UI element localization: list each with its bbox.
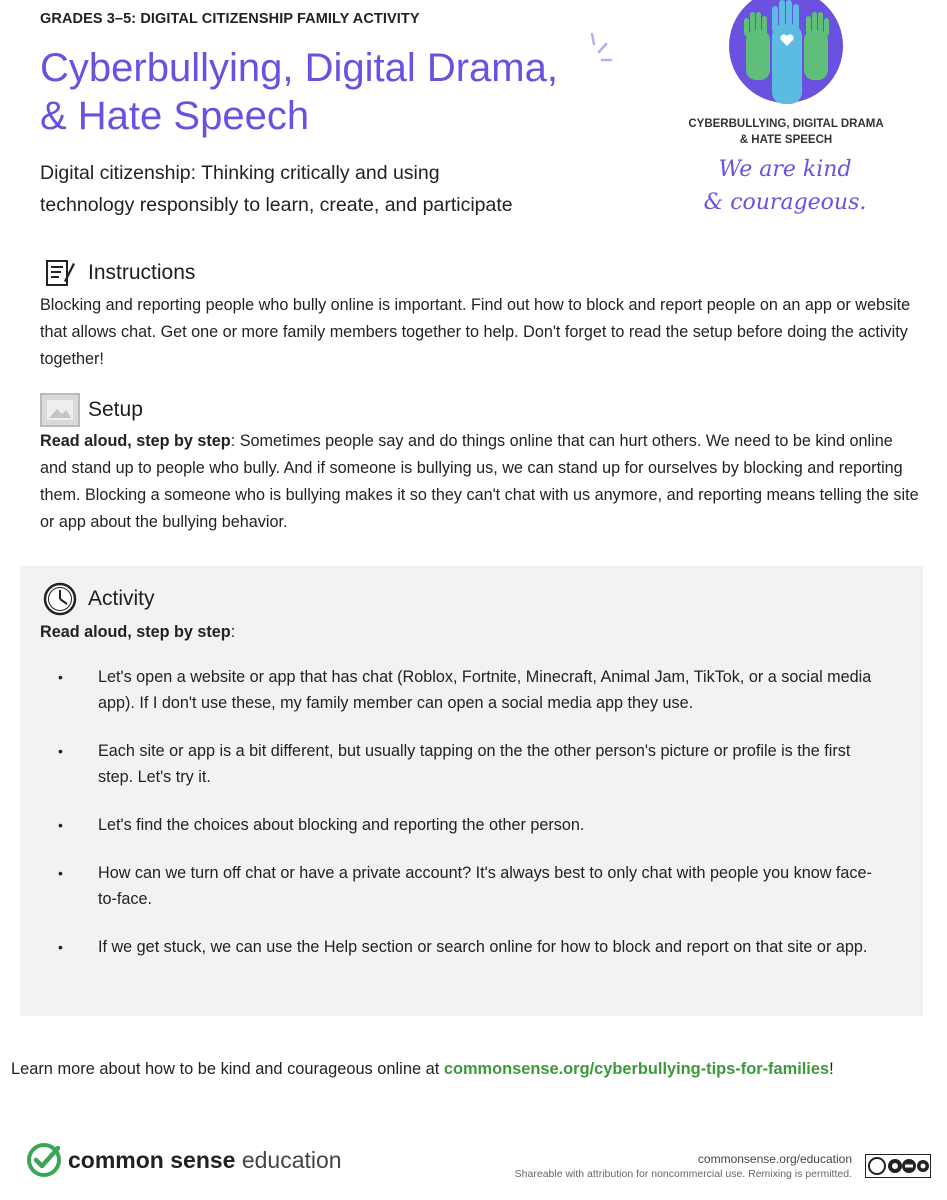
title-line-1: Cyberbullying, Digital Drama,: [40, 46, 558, 90]
motto-line-1: We are kind: [718, 157, 852, 182]
activity-lead-bold: Read aloud, step by step: [40, 623, 231, 641]
cyberbullying-tips-link[interactable]: commonsense.org/cyberbullying-tips-for-families: [443, 1060, 830, 1078]
title-line-2: & Hate Speech: [40, 94, 310, 138]
list-item-text: Let's find the choices about blocking and reporting the other person.: [98, 816, 585, 834]
activity-lead: [40, 619, 920, 646]
common-sense-education-logo[interactable]: [26, 1142, 342, 1178]
activity-list: [58, 664, 888, 982]
setup-lead: Read aloud, step by step: [40, 432, 231, 450]
footer-url[interactable]: commonsense.org/education: [697, 1152, 852, 1166]
activity-heading-text: Activity: [88, 587, 155, 610]
raised-hands-heart-icon: [728, 0, 844, 104]
bullet: •: [58, 939, 63, 955]
brand-light: education: [241, 1146, 342, 1173]
setup-heading-text: Setup: [88, 398, 143, 421]
sparkle-icon: [584, 32, 614, 72]
checklist-pencil-icon: [40, 256, 80, 290]
bullet: •: [58, 743, 63, 759]
badge-label-line-1: CYBERBULLYING, DIGITAL DRAMA: [688, 118, 884, 130]
badge-label: [670, 116, 902, 148]
page-title: [40, 44, 640, 140]
list-item: [58, 738, 888, 790]
instructions-text: Blocking and reporting people who bully online is important. Find out how to block and report people on an app or website that allows chat. Get one or more family members together to help. Don't forget to read the setup before doing the activity together!: [40, 296, 911, 368]
grade-label: GRADES 3–5: DIGITAL CITIZENSHIP FAMILY ACTIVITY: [40, 11, 420, 27]
instructions-heading: [40, 256, 195, 290]
bullet: •: [58, 817, 63, 833]
list-item-text: Let's open a website or app that has chat (Roblox, Fortnite, Minecraft, Animal Jam, TikTok, or a social media app). If I don't use these, my family member can open a social media app they use.: [98, 668, 872, 712]
badge-label-line-2: & HATE SPEECH: [739, 134, 833, 146]
brand-wordmark: [68, 1147, 342, 1174]
list-item: [58, 860, 888, 912]
list-item-text: How can we turn off chat or have a private account? It's always best to only chat with people you know face-to-face.: [98, 864, 872, 908]
list-item: [58, 812, 888, 838]
subtitle-line-1: Digital citizenship: Thinking critically and using: [40, 162, 440, 184]
motto-line-2: & courageous.: [703, 190, 867, 215]
activity-lead-suffix: :: [230, 623, 236, 641]
instructions-heading-text: Instructions: [88, 261, 196, 284]
creative-commons-icon: [865, 1154, 931, 1178]
footer-attribution: [440, 1151, 852, 1181]
list-item: [58, 934, 888, 960]
footer-license: Shareable with attribution for noncommercial use. Remixing is permitted.: [514, 1168, 852, 1180]
subtitle: [40, 157, 650, 221]
image-placeholder-icon: [40, 393, 80, 427]
setup-text: [40, 428, 920, 536]
learn-more-suffix: !: [829, 1060, 834, 1078]
list-item-text: If we get stuck, we can use the Help section or search online for how to block and report on that site or app.: [98, 938, 868, 956]
list-item-text: Each site or app is a bit different, but usually tapping on the the other person's picture or profile is the first step. Let's try it.: [98, 742, 851, 786]
checkmark-icon: [26, 1142, 62, 1178]
brand-bold: common sense: [68, 1146, 236, 1173]
subtitle-line-2: technology responsibly to learn, create, and participate: [40, 194, 513, 216]
clock-icon: [40, 582, 80, 616]
learn-more-text: Learn more about how to be kind and courageous online at: [11, 1060, 444, 1078]
bullet: •: [58, 865, 63, 881]
bullet: •: [58, 669, 63, 685]
activity-heading: [40, 582, 155, 616]
list-item: [58, 664, 888, 716]
setup-heading: [40, 393, 143, 427]
learn-more-line: [11, 1060, 936, 1079]
setup-body: : Sometimes people say and do things online that can hurt others. We need to be kind online and stand up to people who bully. And if someone is bullying us, we can stand up for ourselves by blocking and reporting them. Blocking a someone who is bullying makes it so they can't chat with us anymore, and reporting means telling the site or app about the bullying behavior.: [40, 432, 919, 531]
